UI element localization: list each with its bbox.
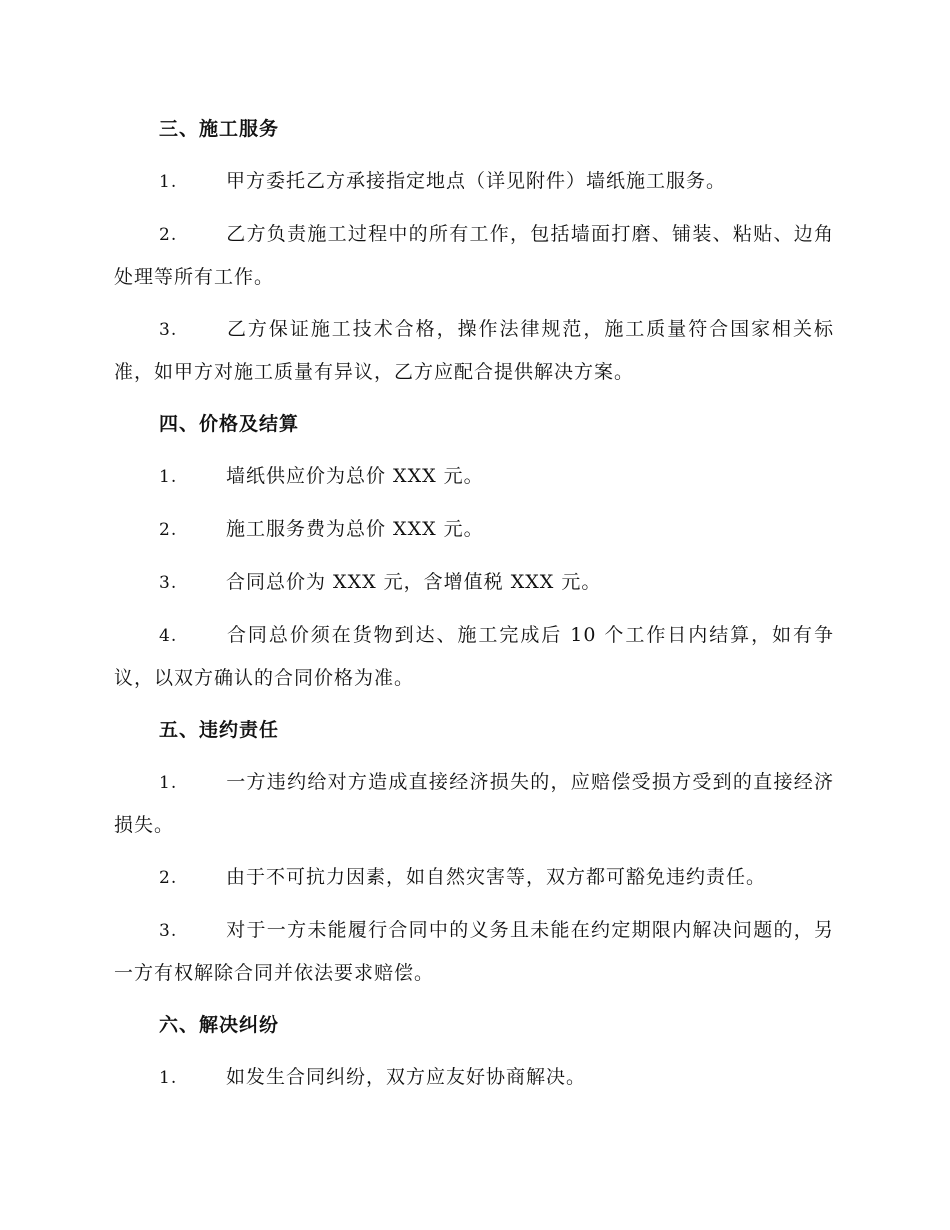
clause xyxy=(114,455,834,498)
clause-number: 1. xyxy=(159,773,178,793)
clause-text: 墙纸供应价为总价 XXX 元。 xyxy=(226,465,484,487)
section-heading: 五、违约责任 xyxy=(159,719,280,741)
clause-number: 1. xyxy=(159,172,178,192)
clause-text: 乙方保证施工技术合格，操作法律规范，施工质量符合国家相关标准，如甲方对施工质量有异议，乙方应配合提供解决方案。 xyxy=(114,318,834,383)
document-body xyxy=(114,108,834,1109)
clause xyxy=(114,508,834,551)
clause-text: 一方违约给对方造成直接经济损失的，应赔偿受损方受到的直接经济损失。 xyxy=(114,771,834,836)
clause-text: 由于不可抗力因素，如自然灾害等，双方都可豁免违约责任。 xyxy=(226,866,767,888)
clause xyxy=(114,909,834,994)
clause xyxy=(114,308,834,393)
clause-number: 1. xyxy=(159,1068,178,1088)
clause-number: 3. xyxy=(159,320,178,340)
clause xyxy=(114,213,834,298)
clause-number: 1. xyxy=(159,467,178,487)
clause-number: 2. xyxy=(159,868,178,888)
clause-number: 3. xyxy=(159,921,178,941)
clause-number: 2. xyxy=(159,225,178,245)
clause-number: 2. xyxy=(159,520,178,540)
clause-text: 甲方委托乙方承接指定地点（详见附件）墙纸施工服务。 xyxy=(226,170,727,192)
clause-text: 合同总价须在货物到达、施工完成后 10 个工作日内结算，如有争议，以双方确认的合同价格为准。 xyxy=(114,624,834,689)
clause-number: 3. xyxy=(159,573,178,593)
clause xyxy=(114,561,834,604)
clause xyxy=(114,1056,834,1099)
clause xyxy=(114,614,834,699)
section-heading: 四、价格及结算 xyxy=(159,413,300,435)
clause-number: 4. xyxy=(159,626,178,646)
clause-text: 施工服务费为总价 XXX 元。 xyxy=(226,518,484,540)
clause xyxy=(114,160,834,203)
section-heading: 三、施工服务 xyxy=(159,118,280,140)
clause-text: 如发生合同纠纷，双方应友好协商解决。 xyxy=(226,1066,587,1088)
section-heading: 六、解决纠纷 xyxy=(159,1014,280,1036)
clause xyxy=(114,761,834,846)
clause xyxy=(114,856,834,899)
clause-text: 对于一方未能履行合同中的义务且未能在约定期限内解决问题的，另一方有权解除合同并依法要求赔偿。 xyxy=(114,919,834,984)
clause-text: 合同总价为 XXX 元，含增值税 XXX 元。 xyxy=(226,571,602,593)
clause-text: 乙方负责施工过程中的所有工作，包括墙面打磨、铺装、粘贴、边角处理等所有工作。 xyxy=(114,223,834,288)
